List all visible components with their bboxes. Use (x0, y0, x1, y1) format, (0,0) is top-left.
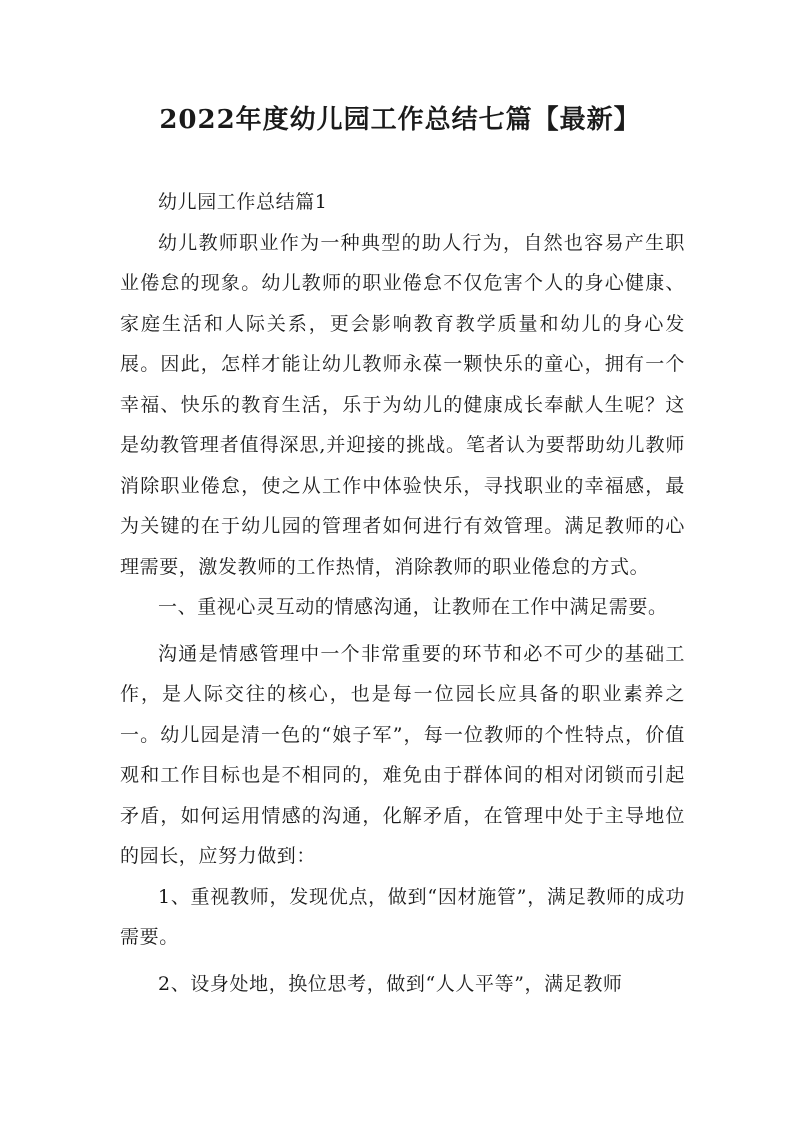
paragraph: 一、重视心灵互动的情感沟通，让教师在工作中满足需要。 (158, 596, 668, 618)
document-title: 2022年度幼儿园工作总结七篇【最新】 (159, 105, 641, 135)
paragraph: 幼儿教师职业作为一种典型的助人行为，自然也容易产生职业倦怠的现象。幼儿教师的职业倦怠不仅危害个人的身心健康、家庭生活和人际关系，更会影响教育教学质量和幼儿的身心发展。因此，怎样才能让幼儿教师永葆一颗快乐的童心，拥有一个幸福、快乐的教育生活，乐于为幼儿的健康成长奉献人生呢？这是幼教管理者值得深思,并迎接的挑战。笔者认为要帮助幼儿教师消除职业倦怠，使之从工作中体验快乐，寻找职业的幸福感，最为关键的在于幼儿园的管理者如何进行有效管理。满足教师的心理需要，激发教师的工作热情，消除教师的职业倦怠的方式。 (120, 231, 685, 578)
section-heading: 幼儿园工作总结篇1 (158, 191, 328, 213)
paragraph: 1、重视教师，发现优点，做到“因材施管”，满足教师的成功需要。 (120, 885, 685, 948)
document-body (120, 182, 685, 1004)
paragraph: 沟通是情感管理中一个非常重要的环节和必不可少的基础工作，是人际交往的核心，也是每一位园长应具备的职业素养之一。幼儿园是清一色的“娘子军”，每一位教师的个性特点，价值观和工作目标也是不相同的，难免由于群体间的相对闭锁而引起矛盾，如何运用情感的沟通，化解矛盾，在管理中处于主导地位的园长，应努力做到： (120, 642, 685, 867)
paragraph: 2、设身处地，换位思考，做到“人人平等”，满足教师 (158, 972, 623, 995)
